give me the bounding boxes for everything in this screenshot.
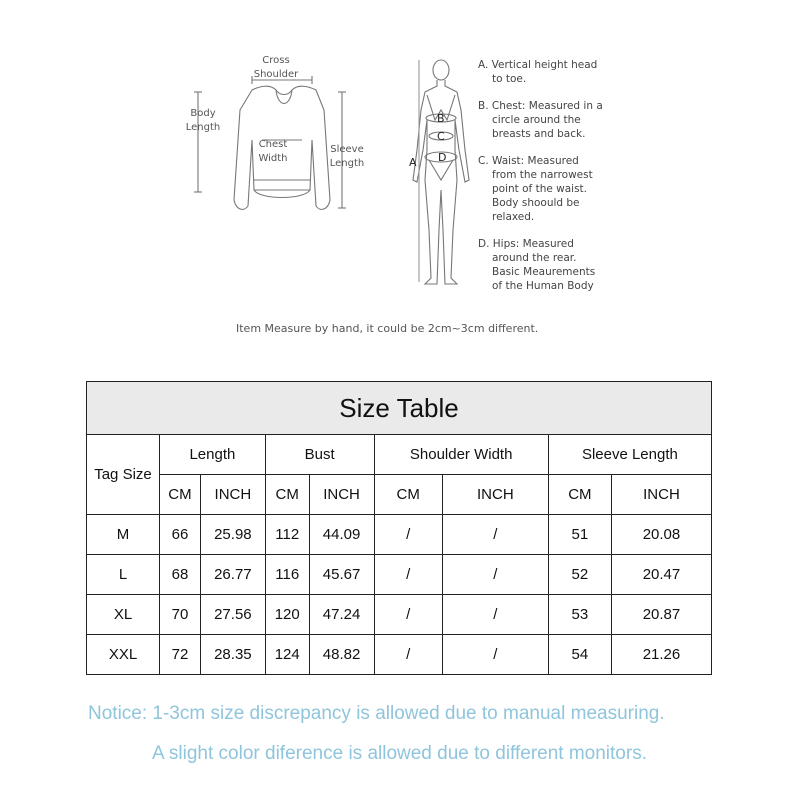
legend-item-b: B. Chest: Measured in a circle around the breasts and back. — [478, 100, 603, 140]
legend-item-d: D. Hips: Measured around the rear. Basic Meaurements of the Human Body — [478, 238, 596, 292]
value-cell: 47.24 — [309, 595, 374, 635]
value-cell: / — [442, 555, 548, 595]
unit-header: INCH — [200, 475, 265, 515]
size-cell: M — [87, 515, 160, 555]
value-cell: 28.35 — [200, 635, 265, 675]
table-row — [87, 515, 712, 555]
value-cell: 112 — [265, 515, 309, 555]
value-cell: / — [374, 555, 442, 595]
notice-color-difference: A slight color diference is allowed due to different monitors. — [152, 743, 647, 764]
size-cell: XL — [87, 595, 160, 635]
group-header-length: Length — [160, 435, 266, 475]
cross-shoulder-label: Cross Shoulder — [253, 55, 299, 80]
value-cell: / — [442, 515, 548, 555]
value-cell: 120 — [265, 595, 309, 635]
measurement-legend — [478, 58, 628, 306]
group-header-sleeve-length: Sleeve Length — [548, 435, 711, 475]
value-cell: 45.67 — [309, 555, 374, 595]
value-cell: / — [374, 595, 442, 635]
body-length-label: Body Length — [185, 108, 221, 133]
value-cell: 52 — [548, 555, 611, 595]
size-table — [86, 381, 712, 675]
value-cell: / — [374, 515, 442, 555]
body-letter-a: A — [409, 156, 417, 169]
value-cell: 27.56 — [200, 595, 265, 635]
value-cell: 54 — [548, 635, 611, 675]
group-header-shoulder-width: Shoulder Width — [374, 435, 548, 475]
unit-header: CM — [265, 475, 309, 515]
value-cell: 124 — [265, 635, 309, 675]
sleeve-length-label: Sleeve Length — [329, 144, 365, 169]
body-diagram — [405, 50, 475, 290]
legend-item-a: A. Vertical height head to toe. — [478, 59, 598, 85]
group-header-bust: Bust — [265, 435, 374, 475]
unit-header: INCH — [309, 475, 374, 515]
table-row — [87, 555, 712, 595]
unit-header: CM — [374, 475, 442, 515]
value-cell: 26.77 — [200, 555, 265, 595]
value-cell: 53 — [548, 595, 611, 635]
value-cell: 20.87 — [611, 595, 711, 635]
body-letter-d: D — [438, 151, 447, 164]
size-cell: L — [87, 555, 160, 595]
value-cell: 25.98 — [200, 515, 265, 555]
value-cell: / — [442, 635, 548, 675]
unit-header: CM — [548, 475, 611, 515]
value-cell: 68 — [160, 555, 201, 595]
value-cell: 21.26 — [611, 635, 711, 675]
value-cell: 116 — [265, 555, 309, 595]
notice-manual-measuring: Notice: 1-3cm size discrepancy is allowed due to manual measuring. — [88, 703, 665, 724]
table-row — [87, 635, 712, 675]
size-table-title: Size Table — [87, 382, 712, 435]
chest-width-label: Chest Width — [258, 139, 288, 164]
value-cell: / — [442, 595, 548, 635]
tag-size-header: Tag Size — [87, 435, 160, 515]
value-cell: 44.09 — [309, 515, 374, 555]
legend-item-c: C. Waist: Measured from the narrowest point of the waist. Body shoould be relaxed. — [478, 155, 593, 223]
table-row — [87, 595, 712, 635]
value-cell: 48.82 — [309, 635, 374, 675]
unit-header: INCH — [442, 475, 548, 515]
body-letter-b: B — [437, 112, 445, 125]
unit-header: CM — [160, 475, 201, 515]
value-cell: 66 — [160, 515, 201, 555]
value-cell: / — [374, 635, 442, 675]
value-cell: 51 — [548, 515, 611, 555]
value-cell: 72 — [160, 635, 201, 675]
value-cell: 20.08 — [611, 515, 711, 555]
body-letter-c: C — [437, 130, 445, 143]
measure-caption: Item Measure by hand, it could be 2cm~3cm different. — [236, 322, 539, 335]
unit-header: INCH — [611, 475, 711, 515]
size-cell: XXL — [87, 635, 160, 675]
value-cell: 20.47 — [611, 555, 711, 595]
value-cell: 70 — [160, 595, 201, 635]
